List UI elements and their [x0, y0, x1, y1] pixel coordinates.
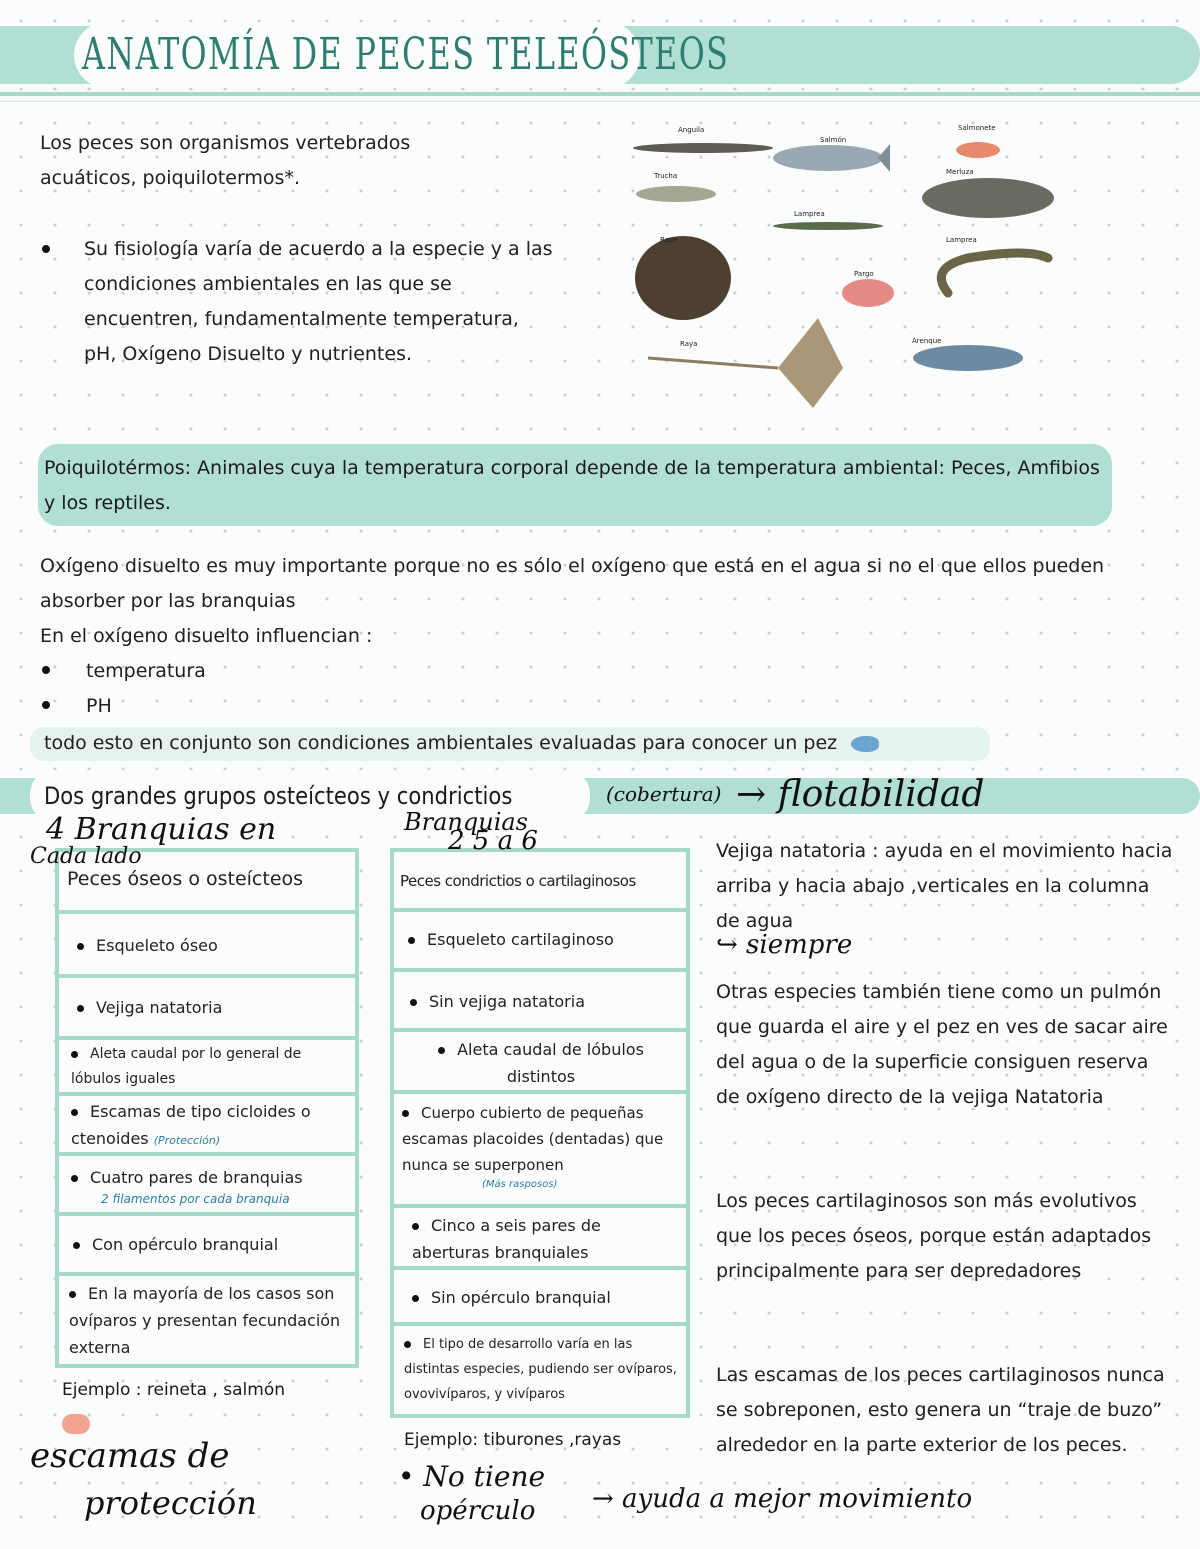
anguila-fish	[633, 143, 773, 153]
page-title: ANATOMÍA DE PECES TELEÓSTEOS	[82, 29, 730, 80]
table-row: Vejiga natatoria	[59, 978, 355, 1040]
fish-label: Rape	[660, 236, 678, 244]
definition-text: Poiquilotérmos: Animales cuya la temperatura corporal depende de la temperatura ambiental: Peces, Amfibios y los reptiles.	[44, 457, 1100, 514]
oxygen-item: PH	[86, 695, 112, 717]
table-oseos	[55, 848, 359, 1368]
handwritten-ayuda: → ayuda a mejor movimiento	[592, 1484, 973, 1514]
handwritten-operculo: opérculo	[420, 1496, 536, 1526]
salmon-fish	[773, 145, 883, 171]
fish-label: Salmón	[820, 136, 847, 144]
bullet-dot	[42, 666, 50, 674]
table-row: En la mayoría de los casos son ovíparos y presentan fecundación externa	[69, 1284, 341, 1357]
fish-label: Merluza	[946, 168, 974, 176]
handwritten-cobertura: (cobertura)	[606, 782, 722, 806]
table-condrictios-header: Peces condrictios o cartilaginosos	[394, 852, 686, 912]
table-row: Esqueleto óseo	[59, 914, 355, 978]
oxygen-line-1: Oxígeno disuelto es muy importante porque no es sólo el oxígeno que está en el agua si no el que ellos pueden absorber por las branquias	[40, 555, 1105, 612]
summary-label: todo esto en conjunto son condiciones ambientales evaluadas para conocer un pez	[44, 732, 838, 754]
fish-label: Anguila	[678, 126, 705, 134]
table-row: Esqueleto cartilaginoso	[394, 912, 686, 972]
lamprea-curved-fish	[941, 253, 1048, 293]
pargo-fish	[842, 279, 894, 307]
salmonete-fish	[956, 142, 1000, 158]
table-row: Aleta caudal de lóbulos distintos	[394, 1032, 686, 1094]
table-row: Aleta caudal por lo general de lóbulos iguales	[59, 1040, 355, 1096]
fish-label: Pargo	[854, 270, 874, 278]
example-condrictios: Ejemplo: tiburones ,rayas	[404, 1430, 622, 1450]
right-paragraph-4: Las escamas de los peces cartilaginosos nunca se sobreponen, esto genera un “traje de buzo” alrededor en la parte exterior de los peces.	[716, 1364, 1165, 1456]
raya-fish	[778, 318, 843, 408]
title-underline	[0, 92, 1200, 96]
handwritten-branquias-oseos: 4 Branquias en	[46, 812, 277, 847]
fish-label: Lamprea	[946, 236, 977, 244]
fish-label: Raya	[680, 340, 698, 348]
oxygen-line-2: En el oxígeno disuelto influencian :	[40, 625, 373, 647]
table-row: El tipo de desarrollo varía en las distintas especies, pudiendo ser ovíparos, ovovivíparos, y vivíparos	[404, 1337, 677, 1402]
handwritten-flotabilidad: → flotabilidad	[736, 774, 985, 815]
table-row: Con opérculo branquial	[59, 1216, 355, 1276]
intro-bullet-text: Su fisiología varía de acuerdo a la especie y a las condiciones ambientales en las que se encuentren, fundamentalmente temperatura, pH, Oxígeno Disuelto y nutrientes.	[84, 238, 553, 365]
table-oseos-header: Peces óseos o osteícteos	[59, 852, 355, 914]
summary-text	[44, 726, 1004, 761]
fish-species-illustration	[628, 118, 1068, 418]
handwritten-no-operculo: • No tiene	[398, 1460, 546, 1493]
arenque-fish	[913, 345, 1023, 371]
handwritten-siempre: ↪ siempre	[716, 930, 853, 960]
right-paragraph-3: Los peces cartilaginosos son más evolutivos que los peces óseos, porque están adaptados principalmente para ser depredadores	[716, 1190, 1152, 1282]
handwritten-escamas: escamas de	[30, 1436, 230, 1476]
intro-text: Los peces son organismos vertebrados acuáticos, poiquilotermos*.	[40, 132, 411, 189]
fish-label: Lamprea	[794, 210, 825, 218]
handwritten-proteccion: protección	[84, 1484, 257, 1522]
lamprea-fish	[773, 222, 883, 230]
example-oseos: Ejemplo : reineta , salmón	[62, 1380, 285, 1400]
section-title: Dos grandes grupos osteícteos y condrictios	[44, 782, 513, 810]
bullet-dot	[42, 245, 50, 253]
table-row: Cinco a seis pares de aberturas branquiales	[394, 1208, 686, 1270]
table-row: Escamas de tipo cicloides o ctenoides (Protección)	[59, 1096, 355, 1156]
bullet-dot	[42, 701, 50, 709]
rape-fish	[635, 236, 731, 320]
fish-label: Trucha	[654, 172, 678, 180]
handwritten-cada-lado: Cada lado	[30, 844, 142, 869]
fish-label: Salmonete	[958, 124, 996, 132]
table-row: Cuerpo cubierto de pequeñas escamas placoides (dentadas) que nunca se superponen (Más rasposos)	[394, 1094, 686, 1208]
oxygen-paragraph	[40, 549, 1170, 724]
fish-emoji-icon	[851, 736, 879, 752]
oxygen-item: temperatura	[86, 660, 206, 682]
right-paragraph-1: Vejiga natatoria : ayuda en el movimiento hacia arriba y hacia abajo ,verticales en la columna de agua	[716, 840, 1173, 932]
trucha-fish	[636, 186, 716, 202]
fish-label: Arenque	[912, 337, 942, 345]
table-row: Sin vejiga natatoria	[394, 972, 686, 1032]
handwritten-count: 2 5 a 6	[448, 826, 538, 856]
table-condrictios	[390, 848, 690, 1418]
table-row: Sin opérculo branquial	[394, 1270, 686, 1326]
title-underline-thin	[0, 101, 1200, 102]
sushi-emoji-icon	[62, 1414, 90, 1434]
right-paragraph-2: Otras especies también tiene como un pulmón que guarda el aire y el pez en ves de sacar aire del agua o de la superficie consiguen reserva de oxígeno directo de la vejiga Natatoria	[716, 981, 1168, 1108]
handwritten-branquias-cond: Branquias	[404, 808, 528, 836]
merluza-fish	[922, 178, 1054, 218]
table-row: Cuatro pares de branquias 2 filamentos por cada branquia	[59, 1156, 355, 1216]
